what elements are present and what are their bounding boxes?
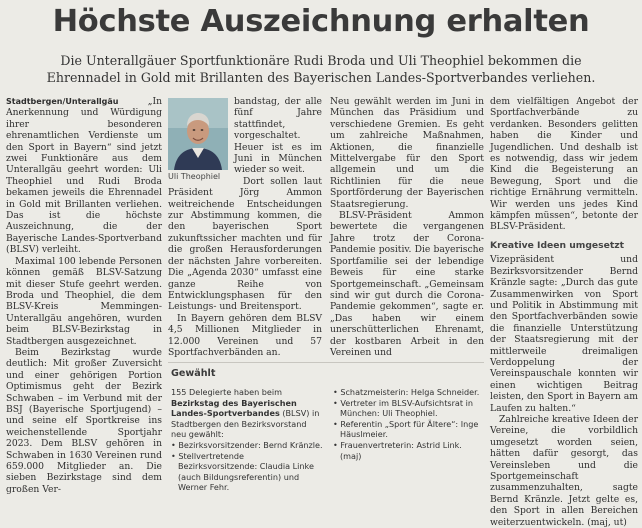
paragraph-2: Maximal 100 lebende Personen können gemäß BLSV-Satzung mit dieser Stufe geehrt werden. Broda und Theophiel, die dem BLSV-Kreis Memmingen-Unterallgäu angehören, wurden beim BLSV-Bezirkstag in Stadtbergen ausgezeichnet. [6, 255, 162, 347]
infobox-intro-a: 155 Delegierte haben beim [171, 387, 283, 397]
photo-block [168, 96, 230, 185]
portrait-image [168, 98, 228, 170]
portrait-photo [168, 98, 228, 170]
infobox-item: • Bezirksvorsitzender: Bernd Kränzle. [171, 439, 323, 450]
paragraph-5: Dort sollen laut Präsident Jörg Ammon weitreichende Entscheidungen zur Abstimmung kommen, die den bayerischen Sport zukunftssicher machten und für die großen Herausforderungen der nächsten Jahre vorbereiten. Die „Agenda 2030“ umfasst eine ganze Reihe von Entwicklungsphasen für den Leistungs- und Breitensport. [168, 175, 322, 313]
infobox-item: • Vertreter im BLSV-Aufsichtsrat in München: Uli Theophiel. [333, 397, 473, 419]
paragraph-8: BLSV-Präsident Ammon bewertete die vergangenen Jahre trotz der Corona-Pandemie positiv. Die bayerische Sportfamilie sei der lebendige Beweis für eine starke Sportgemeinschaft. „Gemeinsam sind wir gut durch die Corona-Pandemie gekommen“, sagte er. „Das haben wir einem unerschütterlichen Ehrenamt, der kostbaren Arbeit in den Vereinen und [330, 210, 484, 358]
article-column-3 [330, 96, 484, 358]
section-subtitle: Kreative Ideen umgesetzt [490, 239, 624, 251]
infobox-column-2 [333, 387, 483, 461]
headline: Höchste Auszeichnung erhalten [52, 4, 590, 39]
dateline: Stadtbergen/Unterallgäu [6, 97, 119, 106]
subheadline-line-2: Ehrennadel in Gold mit Brillanten des Bayerischen Landes-Sportverbandes verliehen. [46, 70, 596, 85]
infobox-intro-b: (BLSV) in Stadtbergen den Bezirksvorstand neu gewählt: [171, 408, 320, 440]
infobox-item: • Referentin „Sport für Ältere“: Inge Häuslmeier. [333, 418, 479, 440]
paragraph-6: In Bayern gehören dem BLSV 4,5 Millionen Mitglieder in 12.000 Vereinen und 57 Sportfachverbänden an. [168, 312, 322, 358]
infobox-item: • Frauenvertreterin: Astrid Link. (maj) [333, 439, 462, 461]
article-column-2 [168, 96, 322, 358]
paragraph-9: dem vielfältigen Angebot der Sportfachverbände zu verdanken. Besonders gelitten haben die Kinder und Jugendlichen. Und deshalb ist es notwendig, dass wir jedem Kind die Begeisterung an Bewegung, Sport und die richtige Ernährung vermitteln. Wir werden uns jedes Kind kämpfen müssen“, betonte der BLSV-Präsident. [490, 96, 638, 233]
paragraph-1 [6, 96, 162, 256]
article-column-1 [6, 96, 162, 495]
article-column-4 [490, 96, 638, 528]
subheadline-line-1: Die Unterallgäuer Sportfunktionäre Rudi Broda und Uli Theophiel bekommen die [60, 53, 582, 68]
paragraph-3: Beim Bezirkstag wurde deutlich: Mit großer Zuversicht und einer gehörigen Portion Optimismus geht der Bezirk Schwaben – im Verbund mit der BSJ (Bayerische Sportjugend) – und seine elf Sportkreise ins weichenstellende Sportjahr 2023. Dem BLSV gehören in Schwaben in 1630 Vereinen rund 659.000 Mitglieder an. Die sieben Bezirkstage sind dem großen Ver- [6, 346, 162, 495]
infobox-intro-bold: Bezirkstag des Bayerischen Landes-Sportverbandes [171, 397, 297, 419]
infobox-divider [168, 362, 484, 363]
infobox-item: • Stellvertretende Bezirksvorsitzende: Claudia Linke (auch Bildungsreferentin) und Werner Fehr. [171, 450, 314, 493]
paragraph-11 [490, 414, 638, 528]
author-signoff: (maj, ut) [587, 516, 627, 528]
paragraph-11-text: Zahlreiche kreative Ideen der Vereine, die vorbildlich umgesetzt worden seien, hätten dafür gesorgt, das Vereinsleben und die Sportgemeinschaft zusammenzuhalten, sagte Bernd Kränzle. Jetzt gelte es, den Sport in allen Bereichen weiterzuentwickeln. [490, 413, 638, 528]
infobox-intro [171, 387, 323, 440]
subheadline [20, 52, 622, 86]
photo-caption: Uli Theophiel [168, 172, 221, 181]
paragraph-1-text: „In Anerkennung und Würdigung ihrer besonderen ehrenamtlichen Verdienste um den Sport in Bayern“ sind jetzt zwei Funktionäre aus dem Unterallgäu geehrt worden: Uli Theophiel und Rudi Broda bekamen jeweils die Ehrennadel in Gold mit Brillanten verliehen. Das ist die höchste Auszeichnung, die der Bayerische Landes-Sportverband (BLSV) verleiht. [6, 96, 162, 256]
paragraph-7: Neu gewählt werden im Juni in München das Präsidium und verschiedene Gremien. Es geht um zahlreiche Maßnahmen, Aktionen, die finanzielle Mittelvergabe für den Sport allgemein und um die Richtlinien für die neue Sportförderung der Bayerischen Staatsregierung. [330, 96, 484, 210]
paragraph-4: bandstag, der alle fünf Jahre stattfindet, vorgeschaltet. Heuer ist es im Juni in München wieder so weit. [234, 96, 322, 176]
infobox-column-1 [171, 387, 323, 493]
infobox-item: • Schatzmeisterin: Helga Schneider. [333, 387, 480, 397]
paragraph-10: Vizepräsident und Bezirksvorsitzender Bernd Kränzle sagte: „Durch das gute Zusammenwirken von Sport und Politik in Abstimmung mit den Sportfachverbänden sowie die finanzielle Unterstützung der Staatsregierung mit der mittlerweile dreimaligen Verdoppelung der Vereinspauschale konnten wir einen wichtigen Beitrag leisten, den Sport in Bayern am Laufen zu halten.“ [490, 254, 638, 414]
infobox-title: Gewählt [171, 368, 216, 379]
